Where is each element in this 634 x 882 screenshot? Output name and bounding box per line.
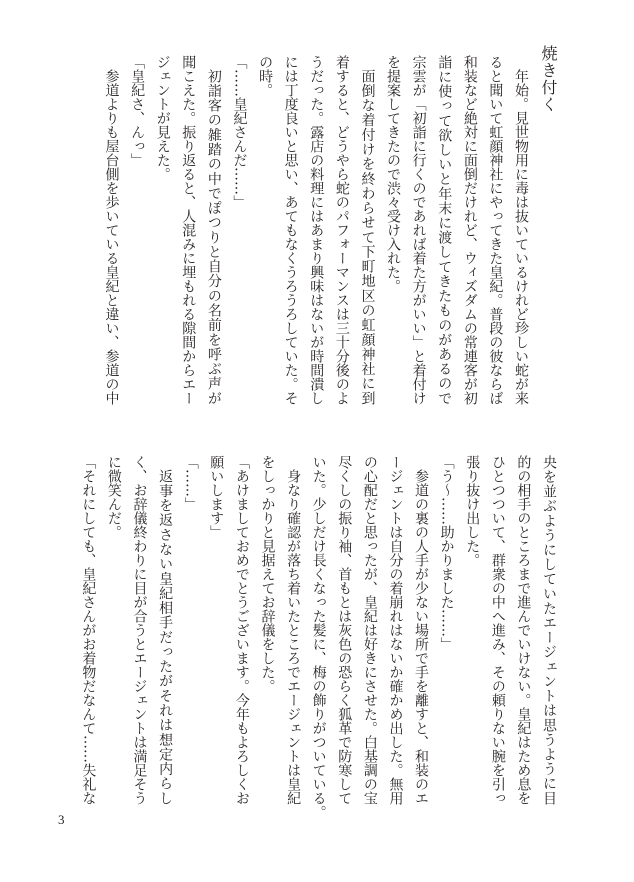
text-line: 張り抜け出した。 <box>464 455 481 567</box>
text-line: 宗雲が「初詣に行くのであれば着た方がいい」と着付け <box>410 55 427 405</box>
text-line: の心配だと思ったが、皇紀は好きにさせた。白基調の宝 <box>361 455 378 805</box>
text-line: 年始。見世物用に毒は抜いているけれど珍しい蛇が来 <box>513 69 529 405</box>
text-line: ひとつついて、群衆の中へ進み、その頼りない腕を引っ <box>489 455 506 805</box>
text-line: を提案してきたので渋々受け入れた。 <box>385 55 402 293</box>
text-line: 初詣客の雑踏の中でぽつりと自分の名前を呼ぶ声が <box>205 69 222 405</box>
text-line: 和装など絶対に面倒だけれど、ウィズダムの常連客が初 <box>461 55 478 405</box>
text-line: うだった。露店の料理にはあまり興味はないが時間潰し <box>308 55 325 405</box>
text-line: 「皇紀さ、んっ」 <box>129 55 146 167</box>
text-line: 身なり確認が落ち着いたところでエージェントは皇紀 <box>285 469 302 805</box>
text-line: 「う〜……助かりました……」 <box>438 455 455 651</box>
text-line: ジェントが見えた。 <box>154 55 171 181</box>
text-line: 「それにしても、皇紀さんがお着物だなんて……失礼な <box>80 455 97 805</box>
text-line: 央を並ぶようにしていたエージェントは思うように目 <box>541 455 557 805</box>
text-line: の時。 <box>257 55 274 97</box>
text-line: 聞こえた。振り返ると、人混みに埋もれる隙間からエー <box>180 55 197 405</box>
text-line: に微笑んだ。 <box>105 455 122 539</box>
text-line: 着すると、どうやら蛇のパフォーマンスは三十分後のよ <box>333 55 350 405</box>
text-line: 「……皇紀さんだ……」 <box>231 55 248 209</box>
text-line: ると聞いて虹顔神社にやってきた皇紀。普段の彼ならば <box>487 55 504 405</box>
text-line: 参道よりも屋台側を歩いている皇紀と違い、参道の中 <box>103 69 120 405</box>
text-line: 尽くしの振り袖、首もとは灰色の恐らく狐革で防寒して <box>336 455 353 805</box>
lower-text-block <box>75 455 561 819</box>
text-line: 面倒な着付けを終わらせて下町地区の虹顔神社に到 <box>359 69 376 405</box>
chapter-title: 焼き付く <box>539 45 558 113</box>
text-line: 「あけましておめでとうございます。今年もよろしくお <box>233 455 250 805</box>
text-line: には丁度良いと思い、あてもなくうろうろしていた。そ <box>282 55 299 405</box>
text-line: 「……」 <box>182 455 199 511</box>
text-line: 願いします」 <box>208 455 225 539</box>
text-line: 詣に使って欲しいと年末に渡してきたものがあるので <box>436 55 453 405</box>
text-line: いた。少しだけ長くなった髪に、梅の飾りがついている。 <box>310 455 327 819</box>
page-number: 3 <box>58 812 65 827</box>
text-line: ージェントは自分の着崩れはないか確かめ出した。無用 <box>387 455 404 805</box>
text-line: 返事を返さない皇紀相手だったがそれは想定内らし <box>157 469 174 805</box>
upper-text-block <box>98 55 533 405</box>
text-line: 参道の裏の人手が少ない場所で手を離すと、和装のエ <box>413 469 430 805</box>
text-line: をしっかりと見据えてお辞儀をした。 <box>259 455 276 693</box>
text-line: く、お辞儀終わりに目が合うとエージェントは満足そう <box>131 455 148 805</box>
text-line: 的の相手のところまで進んでいけない。皇紀はため息を <box>515 455 532 805</box>
